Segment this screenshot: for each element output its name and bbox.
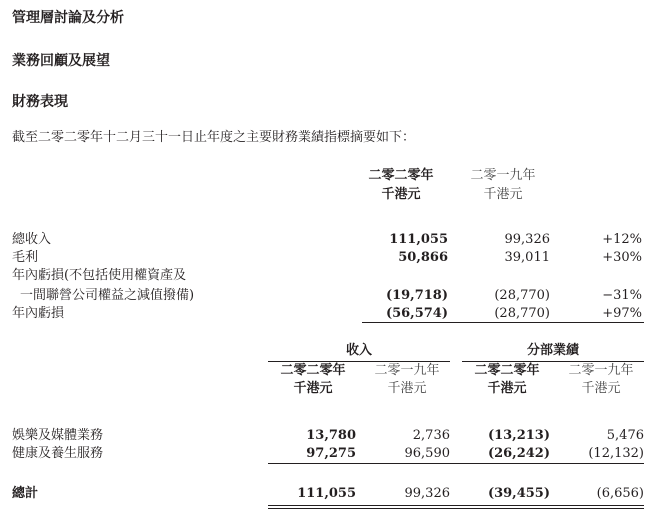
t2-row-rev-2020: 97,275 [306,446,356,461]
t2-header-rev-2020: 二零二零年 [280,363,346,378]
t1-row-change: +97% [602,306,642,321]
t2-group-segment: 分部業績 [526,343,579,358]
t2-total-label: 總計 [12,486,39,501]
t2-total-rev-2020: 111,055 [297,486,356,501]
subsection-heading: 業務回顧及展望 [12,53,110,69]
t2-row-rev-2019: 96,590 [404,446,450,461]
t1-row-label: 毛利 [12,250,39,265]
t2-row-label: 娛樂及媒體業務 [12,428,104,443]
t2-row-seg-2019: 5,476 [606,428,644,443]
t1-row-2020: (19,718) [385,288,448,303]
t2-unit-rev-2020: 千港元 [293,381,333,396]
t2-row-rev-2020: 13,780 [306,428,356,443]
t2-total-seg-2019: (6,656) [596,486,644,501]
section-heading: 管理層討論及分析 [12,10,124,26]
t1-row-change: −31% [602,288,642,303]
t1-unit-2020: 千港元 [381,187,421,202]
t2-row-seg-2020: (13,213) [487,428,550,443]
t2-total-seg-2020: (39,455) [487,486,550,501]
t1-row-change: +30% [602,250,642,265]
t1-header-2019: 二零一九年 [470,168,536,183]
t2-row-rev-2019: 2,736 [412,428,450,443]
t1-row-2019: (28,770) [494,306,550,321]
t2-header-rev-2019: 二零一九年 [374,363,440,378]
t2-row-label: 健康及養生服務 [12,446,104,461]
t2-total-double-rule-bottom [268,508,644,509]
t1-header-2020: 二零二零年 [368,168,434,183]
t2-group-segment-rule [462,361,644,362]
t2-total-double-rule-top [268,505,644,506]
t2-header-seg-2019: 二零一九年 [568,363,634,378]
t1-row-change: +12% [602,232,642,247]
t1-unit-2019: 千港元 [483,187,523,202]
t1-row-2019: 99,326 [504,232,550,247]
t2-group-revenue-rule [268,361,450,362]
t1-row-2020: 50,866 [398,250,448,265]
t2-row-seg-2019: (12,132) [588,446,644,461]
t1-row-label: 總收入 [12,232,52,247]
intro-text: 截至二零二零年十二月三十一日止年度之主要財務業績指標摘要如下： [12,130,416,145]
t1-row-label: 年內虧損 [12,306,65,321]
t1-row-label: 年內虧損(不包括使用權資產及 [12,268,187,283]
t1-row-2019: (28,770) [494,288,550,303]
t2-unit-seg-2019: 千港元 [581,381,621,396]
t1-row-label-cont: 一間聯營公司權益之減值撥備) [20,288,195,303]
t2-group-revenue: 收入 [345,343,372,358]
t2-subtotal-rule [268,463,644,464]
t2-total-rev-2019: 99,326 [404,486,450,501]
subsubsection-heading: 財務表現 [12,94,68,110]
t2-header-seg-2020: 二零二零年 [474,363,540,378]
t2-unit-seg-2020: 千港元 [487,381,527,396]
t1-row-2019: 39,011 [504,250,550,265]
t1-row-2020: 111,055 [389,232,448,247]
t1-row-2020: (56,574) [385,306,448,321]
t1-underline [362,322,644,323]
t2-unit-rev-2019: 千港元 [387,381,427,396]
t2-row-seg-2020: (26,242) [487,446,550,461]
